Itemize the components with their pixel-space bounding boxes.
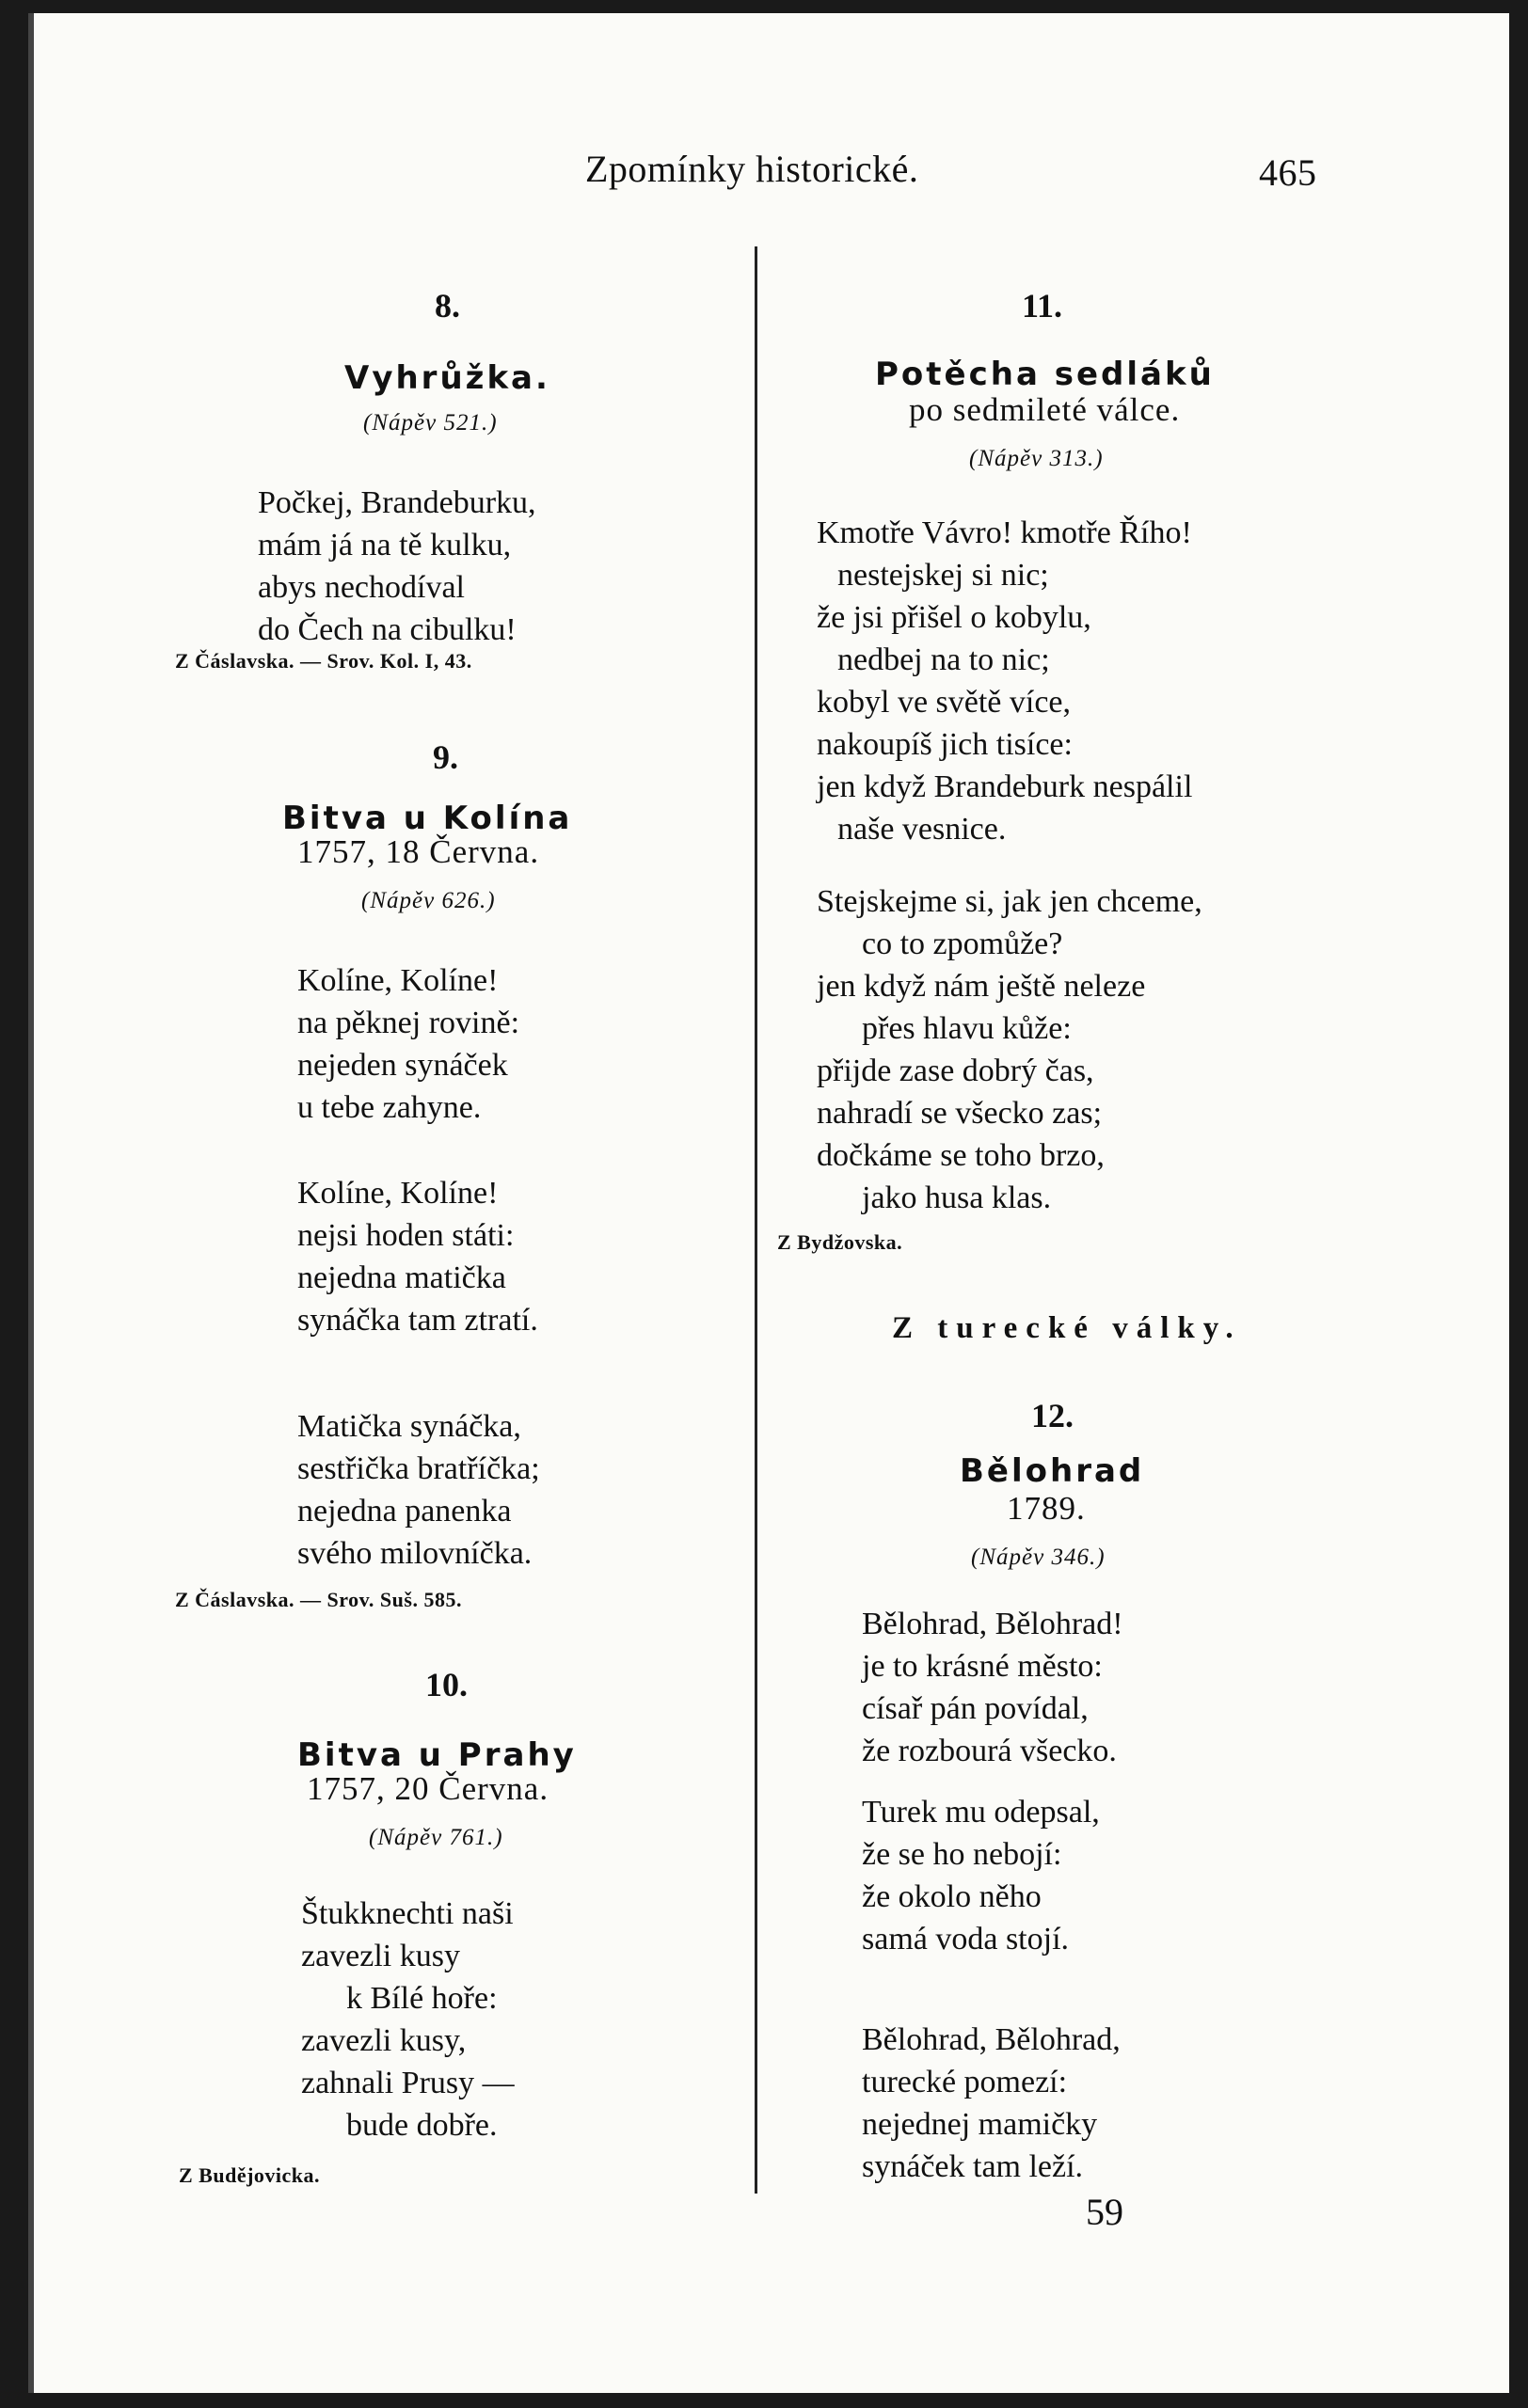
verse-line: Kmotře Vávro! kmotře Řího!: [817, 515, 1192, 550]
song-12-title: Bělohrad: [960, 1452, 1145, 1490]
song-12-subtitle: 1789.: [1007, 1490, 1086, 1527]
song-11-source: Z Bydžovska.: [777, 1230, 903, 1254]
verse-line: jen když Brandeburk nespálil: [817, 769, 1193, 804]
verse-line: přes hlavu kůže:: [862, 1011, 1072, 1046]
verse-line: Kolíne, Kolíne!: [297, 1176, 499, 1211]
verse-line: jako husa klas.: [862, 1180, 1052, 1215]
song-12-stanza-3: [862, 2019, 1121, 2188]
verse-line: je to krásné město:: [862, 1649, 1103, 1684]
verse-line: nejeden synáček: [297, 1048, 508, 1083]
verse-line: nejedna panenka: [297, 1494, 512, 1529]
verse-line: sestřička bratříčka;: [297, 1451, 540, 1486]
song-8-source: Z Čáslavska. — Srov. Kol. I, 43.: [175, 649, 472, 673]
verse-line: kobyl ve světě více,: [817, 685, 1072, 720]
song-11-number: 11.: [1022, 287, 1063, 325]
song-11-subtitle: po sedmileté válce.: [909, 391, 1181, 428]
verse-line: zavezli kusy,: [301, 2023, 467, 2058]
page-edge: [28, 13, 34, 2393]
verse-line: Stejskejme si, jak jen chceme,: [817, 884, 1202, 919]
page: [28, 13, 1509, 2393]
song-10-verse: [301, 1893, 515, 2147]
section-heading: Z turecké války.: [892, 1311, 1242, 1345]
verse-line: dočkáme se toho brzo,: [817, 1138, 1105, 1173]
verse-line: na pěknej rovině:: [297, 1006, 520, 1040]
verse-line: že okolo něho: [862, 1879, 1042, 1914]
verse-line: přijde zase dobrý čas,: [817, 1054, 1094, 1088]
verse-line: že rozbourá všecko.: [862, 1734, 1117, 1768]
song-8-napev: (Nápěv 521.): [363, 410, 498, 436]
verse-line: nejsi hoden státi:: [297, 1218, 515, 1253]
verse-line: mám já na tě kulku,: [258, 528, 512, 562]
verse-line: bude dobře.: [346, 2108, 498, 2143]
verse-line: nahradí se všecko zas;: [817, 1096, 1103, 1131]
column-divider: [755, 246, 757, 2194]
verse-line: nakoupíš jich tisíce:: [817, 727, 1073, 762]
song-9-subtitle: 1757, 18 Června.: [297, 833, 540, 870]
verse-line: svého milovníčka.: [297, 1536, 533, 1571]
verse-line: samá voda stojí.: [862, 1922, 1070, 1956]
song-12-stanza-1: [862, 1603, 1123, 1772]
song-8-verse: [258, 482, 536, 651]
verse-line: do Čech na cibulku!: [258, 612, 517, 647]
song-12-number: 12.: [1031, 1397, 1074, 1434]
verse-line: že se ho nebojí:: [862, 1837, 1062, 1872]
song-12-napev: (Nápěv 346.): [971, 1545, 1106, 1570]
verse-line: zahnali Prusy —: [301, 2066, 515, 2100]
page-number: 465: [1259, 151, 1317, 194]
verse-line: abys nechodíval: [258, 570, 465, 605]
song-8-title: Vyhrůžka.: [344, 359, 550, 397]
verse-line: nejedna matička: [297, 1260, 506, 1295]
song-9-title: Bitva u Kolína: [282, 800, 573, 837]
song-11-stanza-1: [817, 512, 1192, 850]
song-9-number: 9.: [433, 738, 458, 776]
song-9-napev: (Nápěv 626.): [361, 888, 496, 913]
verse-line: nejednej mamičky: [862, 2107, 1098, 2142]
verse-line: Bělohrad, Bělohrad,: [862, 2022, 1121, 2057]
verse-line: Štukknechti naši: [301, 1896, 514, 1931]
song-9-source: Z Čáslavska. — Srov. Suš. 585.: [175, 1588, 462, 1611]
song-9-stanza-1: [297, 959, 519, 1129]
verse-line: Počkej, Brandeburku,: [258, 485, 536, 520]
signature-mark: 59: [1086, 2191, 1123, 2233]
verse-line: synáček tam leží.: [862, 2149, 1084, 2184]
song-8-number: 8.: [435, 287, 460, 325]
verse-line: nedbej na to nic;: [837, 642, 1050, 677]
song-11-stanza-2: [817, 880, 1202, 1219]
song-12-stanza-2: [862, 1791, 1100, 1960]
verse-line: Bělohrad, Bělohrad!: [862, 1607, 1123, 1641]
verse-line: synáčka tam ztratí.: [297, 1303, 538, 1338]
song-11-napev: (Nápěv 313.): [969, 446, 1104, 471]
running-header: Zpomínky historické.: [585, 148, 919, 190]
song-10-source: Z Budějovicka.: [179, 2163, 321, 2187]
song-10-number: 10.: [425, 1666, 468, 1703]
verse-line: u tebe zahyne.: [297, 1090, 482, 1125]
verse-line: naše vesnice.: [837, 812, 1007, 847]
song-10-title: Bitva u Prahy: [297, 1736, 577, 1774]
verse-line: nestejskej si nic;: [837, 558, 1049, 593]
verse-line: Matička synáčka,: [297, 1409, 521, 1444]
verse-line: císař pán povídal,: [862, 1691, 1089, 1726]
song-9-stanza-2: [297, 1172, 538, 1341]
verse-line: Turek mu odepsal,: [862, 1795, 1100, 1830]
song-9-stanza-3: [297, 1405, 540, 1575]
song-10-subtitle: 1757, 20 Června.: [307, 1770, 549, 1807]
verse-line: co to zpomůže?: [862, 927, 1063, 961]
verse-line: k Bílé hoře:: [346, 1981, 498, 2016]
verse-line: Kolíne, Kolíne!: [297, 963, 499, 998]
song-10-napev: (Nápěv 761.): [369, 1825, 503, 1850]
verse-line: turecké pomezí:: [862, 2065, 1068, 2099]
verse-line: že jsi přišel o kobylu,: [817, 600, 1091, 635]
verse-line: jen když nám ještě neleze: [817, 969, 1146, 1004]
song-11-title: Potěcha sedláků: [875, 356, 1215, 393]
verse-line: zavezli kusy: [301, 1939, 460, 1973]
